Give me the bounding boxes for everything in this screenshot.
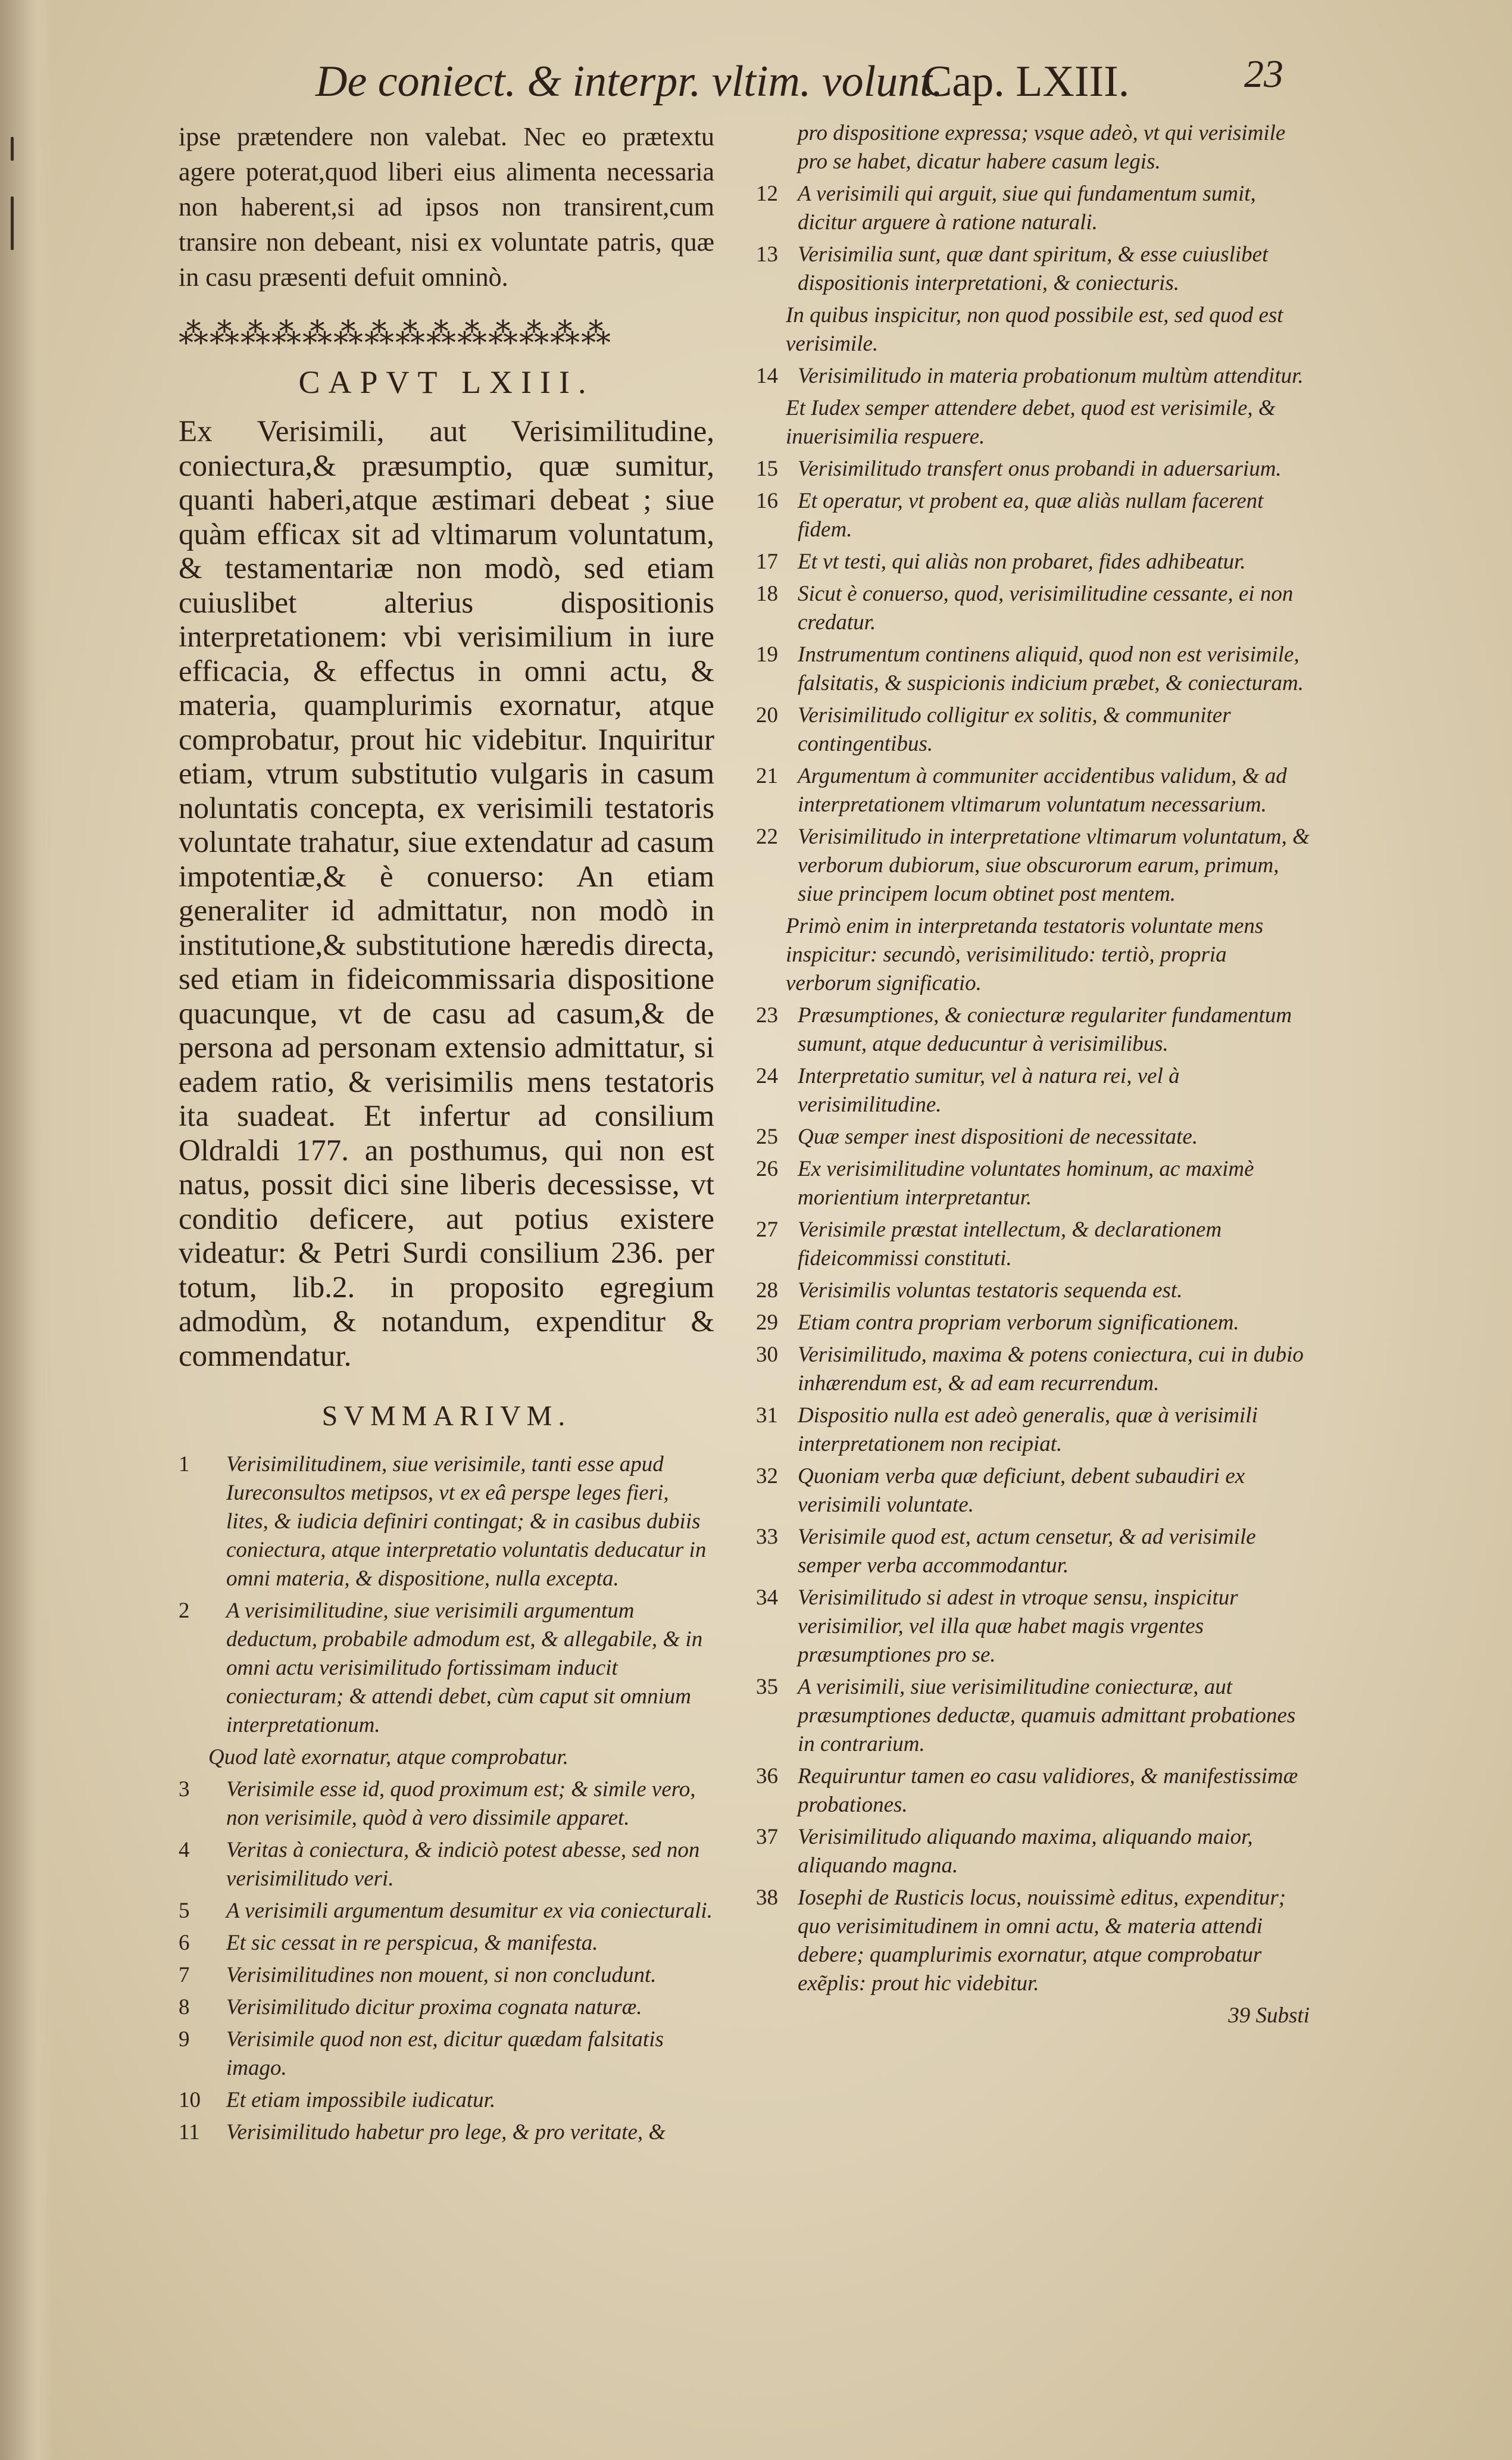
entry-number: 12: [756, 182, 778, 206]
summary-entry: [756, 1276, 1310, 1305]
entry-text: Verisimilitudinem, siue verisimile, tanti esse apud Iureconsultos metipsos, vt ex eâ perspe leges fieri, lites, & iudicia definiri contingat; & in casibus dubiis coniectura, atque interpretatio voluntatis deducatur in omni materia, & dispositione, nulla excepta.: [226, 1452, 707, 1591]
entry-text: Et etiam impossibile iudicatur.: [226, 2088, 496, 2112]
running-header: [315, 52, 1327, 122]
folio-number: 23: [1244, 52, 1283, 96]
summary-note: In quibus inspicitur, non quod possibile est, sed quod est verisimile.: [786, 303, 1283, 356]
entry-number: 21: [756, 764, 778, 788]
entry-text: Quoniam verba quæ deficiunt, debent subaudiri ex verisimili voluntate.: [798, 1464, 1245, 1517]
running-title: De coniect. & interpr. vltim. volunt.: [315, 57, 944, 106]
entry-text: Argumentum à communiter accidentibus validum, & ad interpretationem vltimarum voluntatum necessarium.: [798, 764, 1287, 817]
continued-text: ipse prætendere non valebat. Nec eo prætextu agere poterat,quod liberi eius alimenta necessaria non haberent,si ad ipsos non transirent,cum transire non debeant, nisi ex voluntate patris, quæ in casu præsenti defuit omninò.: [179, 122, 714, 292]
entry-text: Verisimilitudo colligitur ex solitis, & communiter contingentibus.: [798, 703, 1231, 756]
entry-text: Verisimilis voluntas testatoris sequenda est.: [798, 1278, 1183, 1303]
left-column: [179, 119, 714, 2150]
entry-number: 36: [756, 1764, 778, 1788]
summary-entry: [756, 1155, 1310, 1212]
entry-text: Interpretatio sumitur, vel à natura rei, vel à verisimilitudine.: [798, 1064, 1180, 1117]
entry-text: Verisimilitudo aliquando maxima, aliquando maior, aliquando magna.: [798, 1825, 1253, 1878]
summary-entry: [179, 1597, 714, 1740]
entry-number: 30: [756, 1343, 778, 1367]
entry-text: A verisimili argumentum desumitur ex via coniecturali.: [226, 1899, 713, 1923]
entry-number: 14: [756, 364, 778, 388]
entry-text: A verisimilitudine, siue verisimili argumentum deductum, probabile admodum est, & allegabile, & in omni actu verisimilitudo fortissimam inducit coniecturam; & attendi debet, cùm caput sit omnium interpretationum.: [226, 1599, 703, 1737]
summary-note: Et Iudex semper attendere debet, quod est verisimile, & inuerisimilia respuere.: [786, 396, 1276, 449]
summary-entry: [179, 1993, 714, 2022]
summary-entry: [179, 1836, 714, 1893]
summary-entry: [756, 362, 1310, 391]
margin-ink-mark: [11, 196, 14, 250]
entry-text: Verisimilia sunt, quæ dant spiritum, & esse cuiuslibet dispositionis interpretationi, & coniecturis.: [798, 242, 1269, 295]
summary-entry: [179, 1450, 714, 1593]
right-column: [756, 119, 1310, 2030]
entry-number: 10: [179, 2088, 201, 2112]
summary-entry: [756, 641, 1310, 698]
entry-text: A verisimili qui arguit, siue qui fundamentum sumit, dicitur arguere à ratione naturali.: [798, 182, 1256, 235]
entry-text: Verisimilitudo, maxima & potens coniectura, cui in dubio inhærendum est, & ad eam recurrendum.: [798, 1343, 1304, 1396]
entry-text: Verisimile quod est, actum censetur, & ad verisimile semper verba accommodantur.: [798, 1525, 1256, 1578]
summary-entry: [179, 1897, 714, 1925]
entry-number: 37: [756, 1825, 778, 1849]
entry-number: 6: [179, 1931, 190, 1955]
entry-number: 18: [756, 582, 778, 606]
entry-text: pro dispositione expressa; vsque adeò, vt qui verisimile pro se habet, dicatur habere casum legis.: [798, 121, 1286, 174]
entry-text: Verisimilitudo si adest in vtroque sensu, inspicitur verisimilior, vel illa quæ habet magis vrgentes præsumptiones pro se.: [798, 1585, 1238, 1667]
entry-text: Et vt testi, qui aliàs non probaret, fides adhibeatur.: [798, 550, 1246, 574]
entry-number: 25: [756, 1125, 778, 1149]
margin-ink-mark: [11, 137, 14, 161]
summarium-heading: SVMMARIVM.: [321, 1400, 571, 1432]
entry-number: 32: [756, 1464, 778, 1488]
summary-entry: [756, 1341, 1310, 1398]
entry-text: Verisimile esse id, quod proximum est; & simile vero, non verisimile, quòd à vero dissimile apparet.: [226, 1777, 696, 1830]
entry-number: 17: [756, 550, 778, 574]
summary-entry: [756, 548, 1310, 576]
summary-note: Quod latè exornatur, atque comprobatur.: [208, 1745, 568, 1769]
summary-entry: [179, 1961, 714, 1990]
summary-entry: [756, 580, 1310, 637]
entry-number: 13: [756, 242, 778, 267]
entry-text: Verisimile præstat intellectum, & declarationem fideicommissi constituti.: [798, 1217, 1222, 1270]
entry-number: 27: [756, 1217, 778, 1242]
summary-entry: [756, 241, 1310, 298]
summary-entry: [756, 1884, 1310, 1998]
entry-text: Requiruntur tamen eo casu validiores, & manifestissimæ probationes.: [798, 1764, 1298, 1817]
entry-text: Verisimilitudo in materia probationum multùm attenditur.: [798, 364, 1304, 388]
summary-list: [179, 1450, 714, 2147]
entry-number: 19: [756, 642, 778, 667]
entry-text: Etiam contra propriam verborum significationem.: [798, 1310, 1239, 1335]
entry-text: Ex verisimilitudine voluntates hominum, ac maximè morientium interpretantur.: [798, 1157, 1254, 1210]
entry-number: 5: [179, 1899, 190, 1923]
summary-entry: [756, 1462, 1310, 1519]
chapter-label: Cap. LXIII.: [923, 57, 1130, 106]
entry-number: 2: [179, 1599, 190, 1623]
summary-entry: [756, 487, 1310, 544]
entry-number: 34: [756, 1585, 778, 1610]
summary-list-continued: [756, 119, 1310, 1998]
entry-number: 4: [179, 1838, 190, 1862]
entry-number: 23: [756, 1003, 778, 1028]
entry-number: 28: [756, 1278, 778, 1303]
entry-number: 8: [179, 1995, 190, 2019]
entry-text: Verisimilitudo dicitur proxima cognata naturæ.: [226, 1995, 642, 2019]
summary-entry: [179, 1775, 714, 1832]
summary-entry: [179, 2025, 714, 2083]
entry-text: Verisimilitudo habetur pro lege, & pro veritate, &: [226, 2120, 666, 2144]
entry-number: 38: [756, 1885, 778, 1910]
summary-entry: [756, 119, 1310, 176]
entry-text: Et sic cessat in re perspicua, & manifesta.: [226, 1931, 598, 1955]
entry-number: 1: [179, 1452, 190, 1476]
summary-entry: [179, 2086, 714, 2115]
summary-entry: [756, 1216, 1310, 1273]
summary-entry: [179, 1929, 714, 1958]
entry-number: 26: [756, 1157, 778, 1181]
summary-note: Primò enim in interpretanda testatoris voluntate mens inspicitur: secundò, verisimilitudo: tertiò, propria verborum significatio.: [786, 914, 1264, 995]
summary-entry: [756, 1673, 1310, 1759]
entry-number: 35: [756, 1675, 778, 1699]
summary-entry: [756, 1823, 1310, 1880]
entry-text: Et operatur, vt probent ea, quæ aliàs nullam facerent fidem.: [798, 489, 1264, 542]
chapter-argument: Ex Verisimili, aut Verisimilitudine, coniectura,& præsumptio, quæ sumitur, quanti haberi,atque æstimari debeat ; siue quàm efficax sit ad vltimarum voluntatum, & testamentariæ non modò, sed etiam cuiuslibet alterius dispositionis interpretationem: vbi verisimilium in iure efficacia, & effectus in omni actu, & materia, quamplurimis exornatur, atque comprobatur, prout hic videbitur. Inquiritur etiam, vtrum substitutio vulgaris in casum noluntatis concepta, ex verisimili testatoris voluntate trahatur, siue extendatur ad casum impotentiæ,& è conuerso: An etiam generaliter id admittatur, non modò in institutione,& substitutione hæredis directa, sed etiam in fideicommissaria dispositione quacunque, vt de casu ad casum,& de persona ad personam extensio admittatur, si eadem ratio, & verisimilis mens testatoris ita suadeat. Et infertur ad consilium Oldraldi 177. an posthumus, qui non est natus, possit dici sine liberis decessisse, vt conditio deficere, aut potius existere videatur: & Petri Surdi consilium 236. per totum, lib.2. in proposito egregium admodùm, & notandum, expenditur & commendatur.: [179, 415, 714, 1373]
summary-entry: [179, 2118, 714, 2147]
entry-number: 29: [756, 1310, 778, 1335]
summary-entry: [756, 1062, 1310, 1119]
entry-text: Verisimilitudo transfert onus probandi in aduersarium.: [798, 457, 1282, 481]
summary-entry: [756, 1401, 1310, 1459]
entry-text: Verisimilitudo in interpretatione vltimarum voluntatum, & verborum dubiorum, siue obscurorum earum, primum, siue principem locum obtinet post mentem.: [798, 825, 1310, 906]
entry-text: Verisimile quod non est, dicitur quædam falsitatis imago.: [226, 2027, 664, 2080]
summary-entry: [756, 1762, 1310, 1819]
summary-entry: [756, 823, 1310, 909]
entry-number: 9: [179, 2027, 190, 2052]
summary-entry: [756, 1001, 1310, 1059]
summary-entry: [756, 1309, 1310, 1337]
chapter-heading: CAPVT LXIII.: [298, 364, 595, 400]
entry-number: 3: [179, 1777, 190, 1802]
binding-gutter: [0, 0, 54, 2460]
entry-number: 33: [756, 1525, 778, 1549]
entry-text: Instrumentum continens aliquid, quod non est verisimile, falsitatis, & suspicionis indicium præbet, & coniecturam.: [798, 642, 1304, 695]
entry-number: 15: [756, 457, 778, 481]
entry-number: 11: [179, 2120, 200, 2144]
entry-number: 24: [756, 1064, 778, 1088]
ornament-band: ⁂⁂⁂⁂⁂⁂⁂⁂⁂⁂⁂⁂⁂⁂: [179, 317, 612, 350]
entry-text: Iosephi de Rusticis locus, nouissimè editus, expenditur; quo verisimitudinem in omni actu, & materia attendi debere; quamplurimis exornatur, atque comprobatur exẽplis: prout hic videbitur.: [798, 1885, 1286, 1996]
entry-text: Sicut è conuerso, quod, verisimilitudine cessante, ei non credatur.: [798, 582, 1294, 635]
entry-number: 7: [179, 1963, 190, 1987]
summary-entry: [756, 455, 1310, 483]
entry-number: 20: [756, 703, 778, 728]
summary-entry: [756, 1584, 1310, 1669]
summary-entry: [756, 701, 1310, 758]
entry-text: Veritas à coniectura, & indiciò potest abesse, sed non verisimilitudo veri.: [226, 1838, 700, 1891]
summary-entry: [756, 1123, 1310, 1151]
summary-entry: [756, 180, 1310, 237]
entry-text: Præsumptiones, & coniecturæ regulariter fundamentum sumunt, atque deducuntur à verisimilibus.: [798, 1003, 1292, 1056]
entry-text: Quæ semper inest dispositioni de necessitate.: [798, 1125, 1198, 1149]
entry-number: 22: [756, 825, 778, 849]
entry-text: A verisimili, siue verisimilitudine coniecturæ, aut præsumptiones deductæ, quamuis admittant probationes in contrarium.: [798, 1675, 1296, 1756]
entry-number: 16: [756, 489, 778, 513]
catchword: 39 Substi: [1228, 2003, 1310, 2028]
entry-text: Verisimilitudines non mouent, si non concludunt.: [226, 1963, 657, 1987]
summary-entry: [756, 762, 1310, 819]
entry-number: 31: [756, 1403, 778, 1428]
summary-entry: [756, 1523, 1310, 1580]
entry-text: Dispositio nulla est adeò generalis, quæ à verisimili interpretationem non recipiat.: [798, 1403, 1258, 1456]
